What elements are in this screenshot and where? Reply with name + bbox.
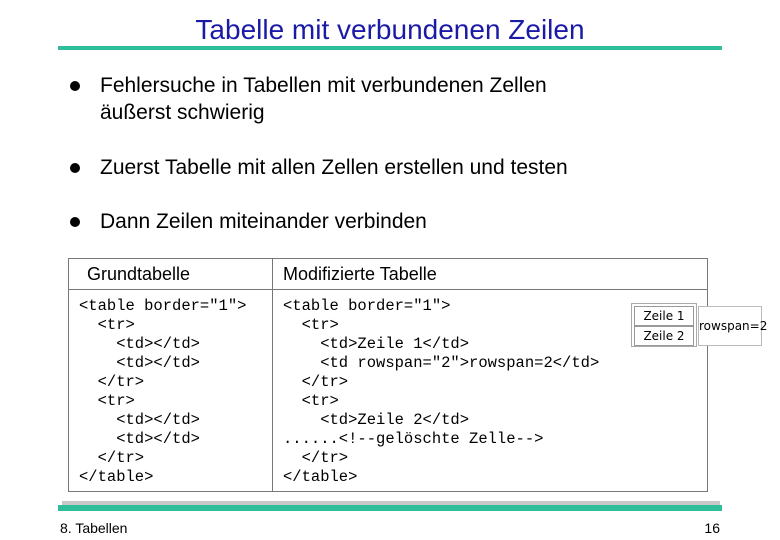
comparison-table (68, 258, 768, 492)
bullet-text-1a: Fehlersuche in Tabellen mit verbundenen Zellen (100, 74, 547, 97)
bullet-dot-icon (70, 217, 80, 227)
title-underline (58, 46, 722, 50)
footer-rule (58, 505, 722, 511)
column-header (69, 259, 272, 290)
header-grundtabelle: Grundtabelle (87, 264, 191, 284)
column-modifizierte-tabelle (273, 259, 768, 491)
rendered-table-preview (631, 303, 773, 347)
preview-cell-row2: Zeile 2 (634, 326, 694, 346)
bullet-text-3: Dann Zeilen miteinander verbinden (100, 210, 427, 233)
footer-section: 8. Tabellen (60, 520, 128, 536)
bullet-text-2: Zuerst Tabelle mit allen Zellen erstellen und testen (100, 156, 568, 179)
bullet-dot-icon (70, 163, 80, 173)
preview-cell-rowspan: rowspan=2 (698, 306, 762, 346)
bullet-dot-icon (70, 81, 80, 91)
bullet-text-1b: äußerst schwierig (100, 101, 265, 124)
slide-title: Tabelle mit verbundenen Zeilen (195, 14, 585, 45)
code-modifizierte-tabelle: <table border="1"> <tr> <td>Zeile 1</td> <td rowspan="2">rowspan=2</td> </tr> <tr> <td>Zeile 2</td> ......<!--gelöschte Zelle--> </tr> </table> (283, 297, 600, 486)
header-modifizierte-tabelle: Modifizierte Tabelle (283, 264, 437, 284)
column-grundtabelle (69, 259, 273, 491)
code-grundtabelle: <table border="1"> <tr> <td></td> <td></td> </tr> <tr> <td></td> <td></td> </tr> </table> (79, 297, 247, 486)
page-number: 16 (704, 520, 720, 536)
preview-cell-row1: Zeile 1 (634, 306, 694, 326)
column-header (273, 259, 707, 290)
